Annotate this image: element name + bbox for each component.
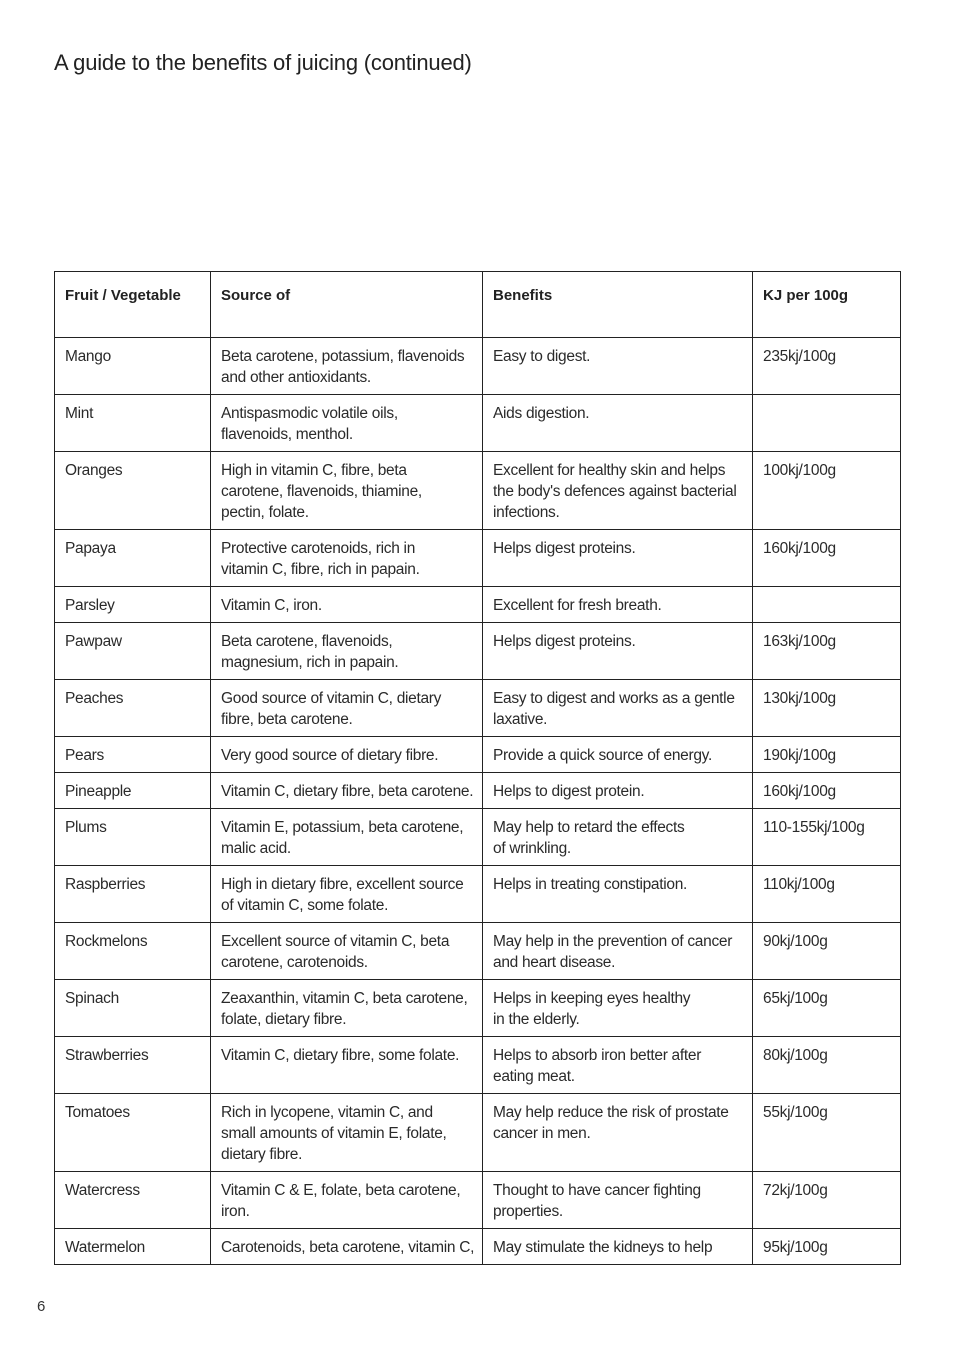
source-of-cell: Vitamin E, potassium, beta carotene, malic acid. [211, 809, 483, 866]
fruit-vegetable-cell: Peaches [55, 680, 211, 737]
source-of-cell: Vitamin C, dietary fibre, some folate. [211, 1037, 483, 1094]
table-row [55, 737, 901, 773]
source-of-cell: Carotenoids, beta carotene, vitamin C, [211, 1229, 483, 1265]
kj-cell: 95kj/100g [753, 1229, 901, 1265]
source-of-cell: Vitamin C, dietary fibre, beta carotene. [211, 773, 483, 809]
table-row [55, 587, 901, 623]
benefits-cell: Excellent for healthy skin and helps the body's defences against bacterial infections. [483, 452, 753, 530]
source-of-cell: Protective carotenoids, rich in vitamin C, fibre, rich in papain. [211, 530, 483, 587]
table-body [55, 338, 901, 1265]
fruit-vegetable-cell: Parsley [55, 587, 211, 623]
fruit-vegetable-cell: Spinach [55, 980, 211, 1037]
source-of-cell: Beta carotene, potassium, flavenoids and other antioxidants. [211, 338, 483, 395]
kj-cell: 72kj/100g [753, 1172, 901, 1229]
benefits-cell: Helps to digest protein. [483, 773, 753, 809]
table-row [55, 1094, 901, 1172]
table-row [55, 530, 901, 587]
juicing-benefits-table [54, 271, 901, 1265]
fruit-vegetable-cell: Watermelon [55, 1229, 211, 1265]
source-of-cell: Zeaxanthin, vitamin C, beta carotene, folate, dietary fibre. [211, 980, 483, 1037]
kj-cell: 190kj/100g [753, 737, 901, 773]
source-of-cell: Antispasmodic volatile oils, flavenoids, menthol. [211, 395, 483, 452]
kj-cell: 235kj/100g [753, 338, 901, 395]
benefits-cell: Helps to absorb iron better after eating meat. [483, 1037, 753, 1094]
table-row [55, 395, 901, 452]
table-header-row [55, 272, 901, 338]
benefits-cell: May stimulate the kidneys to help [483, 1229, 753, 1265]
benefits-cell: Aids digestion. [483, 395, 753, 452]
benefits-cell: Easy to digest and works as a gentle laxative. [483, 680, 753, 737]
kj-cell [753, 395, 901, 452]
benefits-cell: Excellent for fresh breath. [483, 587, 753, 623]
source-of-cell: High in vitamin C, fibre, beta carotene, flavenoids, thiamine, pectin, folate. [211, 452, 483, 530]
fruit-vegetable-cell: Pineapple [55, 773, 211, 809]
source-of-cell: High in dietary fibre, excellent source of vitamin C, some folate. [211, 866, 483, 923]
kj-cell: 130kj/100g [753, 680, 901, 737]
fruit-vegetable-cell: Mint [55, 395, 211, 452]
fruit-vegetable-cell: Papaya [55, 530, 211, 587]
fruit-vegetable-cell: Watercress [55, 1172, 211, 1229]
table-row [55, 1229, 901, 1265]
fruit-vegetable-cell: Tomatoes [55, 1094, 211, 1172]
page-title: A guide to the benefits of juicing (continued) [54, 50, 472, 75]
kj-cell: 110-155kj/100g [753, 809, 901, 866]
table-row [55, 866, 901, 923]
table-row [55, 1172, 901, 1229]
header-benefits: Benefits [483, 272, 753, 338]
source-of-cell: Excellent source of vitamin C, beta carotene, carotenoids. [211, 923, 483, 980]
kj-cell: 65kj/100g [753, 980, 901, 1037]
benefits-cell: May help reduce the risk of prostate cancer in men. [483, 1094, 753, 1172]
fruit-vegetable-cell: Oranges [55, 452, 211, 530]
benefits-cell: Helps digest proteins. [483, 623, 753, 680]
header-fruit-vegetable: Fruit / Vegetable [55, 272, 211, 338]
kj-cell: 160kj/100g [753, 773, 901, 809]
table-row [55, 980, 901, 1037]
benefits-cell: May help in the prevention of cancer and heart disease. [483, 923, 753, 980]
kj-cell: 110kj/100g [753, 866, 901, 923]
header-source-of: Source of [211, 272, 483, 338]
kj-cell: 160kj/100g [753, 530, 901, 587]
benefits-cell: Provide a quick source of energy. [483, 737, 753, 773]
benefits-cell: Helps digest proteins. [483, 530, 753, 587]
table-row [55, 623, 901, 680]
fruit-vegetable-cell: Pawpaw [55, 623, 211, 680]
fruit-vegetable-cell: Raspberries [55, 866, 211, 923]
header-kj-per-100g: KJ per 100g [753, 272, 901, 338]
table-row [55, 338, 901, 395]
benefits-cell: Helps in treating constipation. [483, 866, 753, 923]
page-number: 6 [37, 1298, 46, 1315]
source-of-cell: Very good source of dietary fibre. [211, 737, 483, 773]
table-row [55, 680, 901, 737]
table-row [55, 923, 901, 980]
fruit-vegetable-cell: Rockmelons [55, 923, 211, 980]
benefits-cell: Easy to digest. [483, 338, 753, 395]
benefits-cell: Thought to have cancer fighting properties. [483, 1172, 753, 1229]
fruit-vegetable-cell: Mango [55, 338, 211, 395]
kj-cell: 90kj/100g [753, 923, 901, 980]
benefits-cell: Helps in keeping eyes healthy in the elderly. [483, 980, 753, 1037]
source-of-cell: Vitamin C & E, folate, beta carotene, iron. [211, 1172, 483, 1229]
fruit-vegetable-cell: Pears [55, 737, 211, 773]
kj-cell: 55kj/100g [753, 1094, 901, 1172]
benefits-cell: May help to retard the effects of wrinkling. [483, 809, 753, 866]
kj-cell [753, 587, 901, 623]
table-row [55, 809, 901, 866]
kj-cell: 163kj/100g [753, 623, 901, 680]
source-of-cell: Good source of vitamin C, dietary fibre, beta carotene. [211, 680, 483, 737]
table-row [55, 773, 901, 809]
source-of-cell: Vitamin C, iron. [211, 587, 483, 623]
fruit-vegetable-cell: Plums [55, 809, 211, 866]
table-row [55, 452, 901, 530]
kj-cell: 100kj/100g [753, 452, 901, 530]
table-row [55, 1037, 901, 1094]
source-of-cell: Rich in lycopene, vitamin C, and small amounts of vitamin E, folate, dietary fibre. [211, 1094, 483, 1172]
fruit-vegetable-cell: Strawberries [55, 1037, 211, 1094]
kj-cell: 80kj/100g [753, 1037, 901, 1094]
source-of-cell: Beta carotene, flavenoids, magnesium, rich in papain. [211, 623, 483, 680]
